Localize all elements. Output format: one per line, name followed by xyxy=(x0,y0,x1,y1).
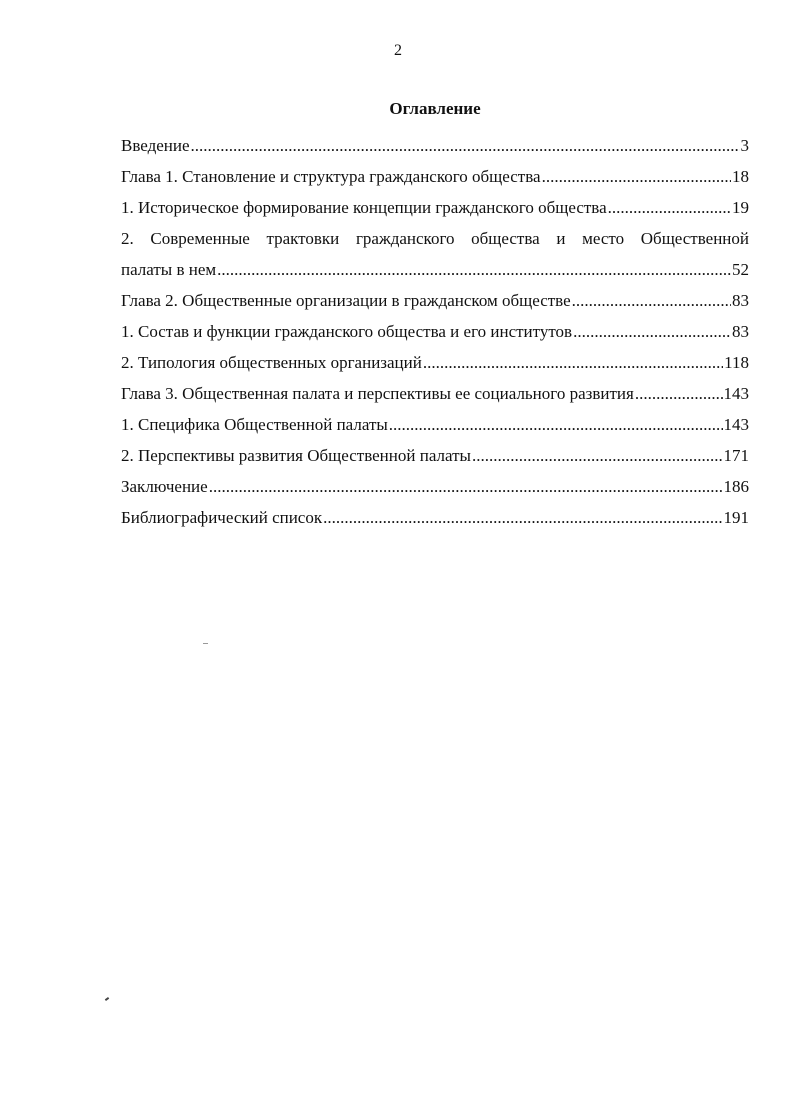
toc-entry-text: Заключение xyxy=(121,476,208,496)
dot-leader xyxy=(472,446,723,466)
toc-entry-page: 3 xyxy=(740,135,749,155)
toc-entry-page: 171 xyxy=(723,445,749,465)
toc-entry-chapter-1 xyxy=(121,161,749,192)
toc-entry-text: палаты в нем xyxy=(121,259,217,279)
scan-speck xyxy=(203,643,208,644)
toc-entry-section-3-1 xyxy=(121,409,749,440)
dot-leader xyxy=(217,260,731,280)
dot-leader xyxy=(389,415,723,435)
dot-leader xyxy=(572,291,731,311)
toc-entry-section-3-2 xyxy=(121,440,749,471)
toc-entry-text: Глава 3. Общественная палата и перспективы ее социального развития xyxy=(121,383,634,403)
dot-leader xyxy=(323,508,722,528)
toc-entry-page: 186 xyxy=(723,476,749,496)
toc-entry-section-2-1 xyxy=(121,316,749,347)
table-of-contents xyxy=(121,130,749,533)
dot-leader xyxy=(191,136,740,156)
toc-entry-page: 83 xyxy=(732,290,749,310)
toc-entry-section-1-2-line-1 xyxy=(121,223,749,254)
scan-speck xyxy=(105,997,109,1001)
dot-leader xyxy=(573,322,731,342)
toc-entry-conclusion xyxy=(121,471,749,502)
toc-entry-page: 143 xyxy=(723,383,749,403)
toc-entry-page: 191 xyxy=(723,507,749,527)
toc-entry-text: 2. Перспективы развития Общественной палаты xyxy=(121,445,471,465)
toc-entry-section-1-2-line-2 xyxy=(121,254,749,285)
toc-entry-text: 1. Состав и функции гражданского общества и его институтов xyxy=(121,321,573,341)
toc-entry-page: 52 xyxy=(732,259,749,279)
toc-entry-text: 2. Современные трактовки гражданского общества и место Общественной xyxy=(121,228,749,248)
toc-entry-text: Глава 1. Становление и структура гражданского общества xyxy=(121,166,541,186)
toc-entry-text: Глава 2. Общественные организации в гражданском обществе xyxy=(121,290,571,310)
dot-leader xyxy=(608,198,731,218)
toc-entry-chapter-3 xyxy=(121,378,749,409)
toc-entry-text: Введение xyxy=(121,135,190,155)
toc-entry-section-1-1 xyxy=(121,192,749,223)
toc-entry-section-2-2 xyxy=(121,347,749,378)
toc-entry-page: 19 xyxy=(732,197,749,217)
toc-entry-text: 1. Историческое формирование концепции гражданского общества xyxy=(121,197,607,217)
toc-entry-text: 1. Специфика Общественной палаты xyxy=(121,414,388,434)
dot-leader xyxy=(542,167,731,187)
toc-entry-introduction xyxy=(121,130,749,161)
page-number: 2 xyxy=(394,42,402,59)
toc-entry-page: 143 xyxy=(723,414,749,434)
dot-leader xyxy=(423,353,723,373)
toc-entry-page: 18 xyxy=(732,166,749,186)
toc-entry-page: 118 xyxy=(724,352,749,372)
toc-title: Оглавление xyxy=(389,99,481,118)
toc-entry-page: 83 xyxy=(732,321,749,341)
dot-leader xyxy=(635,384,723,404)
toc-entry-text: 2. Типология общественных организаций xyxy=(121,352,422,372)
toc-entry-text: Библиографический список xyxy=(121,507,323,527)
dot-leader xyxy=(209,477,723,497)
toc-entry-bibliography xyxy=(121,502,749,533)
toc-entry-chapter-2 xyxy=(121,285,749,316)
